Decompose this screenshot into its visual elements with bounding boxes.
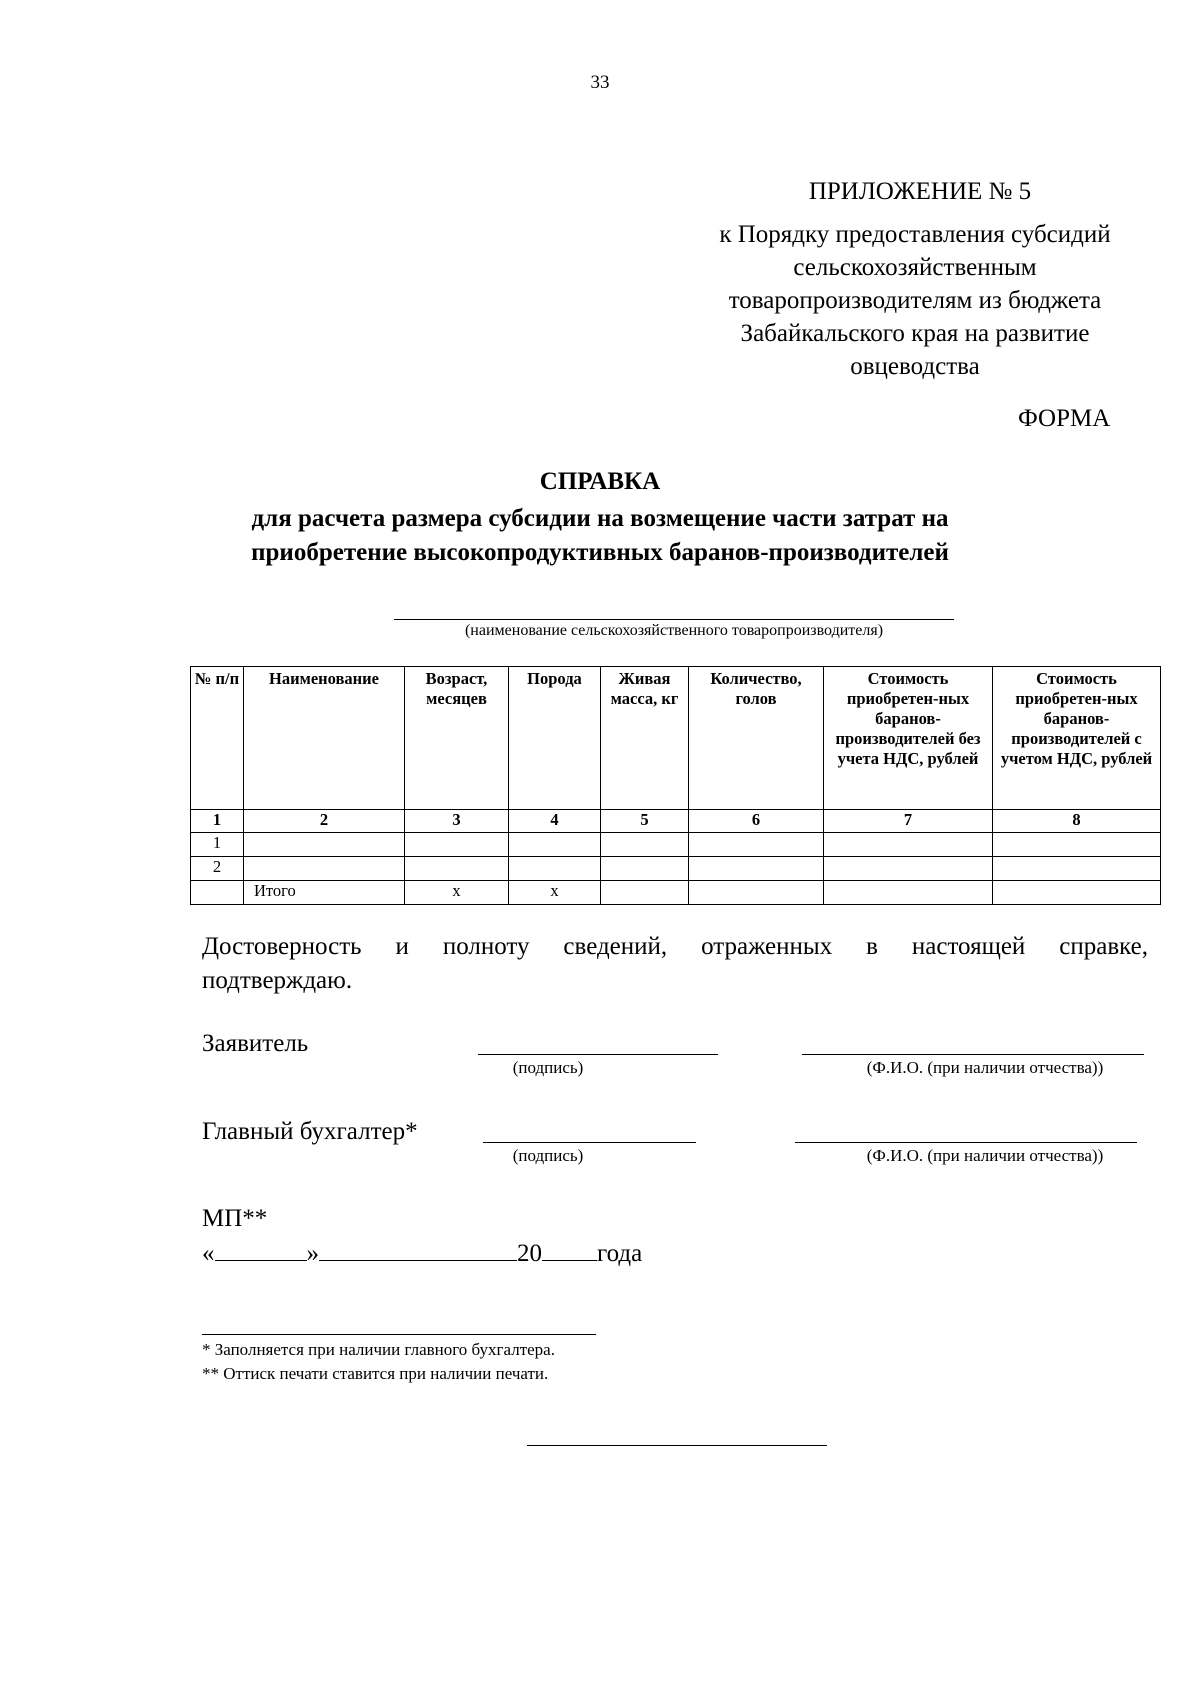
certification-text: Достоверность и полноту сведений, отраженных в настоящей справке, bbox=[202, 933, 1148, 960]
appendix-note-line: овцеводства bbox=[850, 353, 980, 380]
header-number: № п/п bbox=[191, 667, 244, 810]
table-cell[interactable] bbox=[244, 857, 405, 881]
table-cell[interactable] bbox=[405, 857, 509, 881]
table-cell[interactable] bbox=[993, 857, 1161, 881]
document-subtitle-line: для расчета размера субсидии на возмещение части затрат на bbox=[251, 505, 949, 532]
chief-accountant-name-caption: (Ф.И.О. (при наличии отчества)) bbox=[866, 1146, 1104, 1165]
table-cell: х bbox=[509, 881, 601, 905]
document-title: СПРАВКА bbox=[539, 468, 661, 495]
table-row bbox=[191, 833, 1161, 857]
stamp-placeholder: МП** bbox=[202, 1205, 268, 1232]
date-close-quote: » bbox=[306, 1240, 319, 1267]
table-header-row bbox=[191, 667, 1161, 810]
table-cell: 1 bbox=[191, 833, 244, 857]
table-cell[interactable] bbox=[993, 881, 1161, 905]
calculation-table bbox=[190, 666, 1161, 905]
table-cell[interactable] bbox=[601, 833, 689, 857]
end-of-document-line bbox=[527, 1445, 827, 1446]
applicant-name-caption: (Ф.И.О. (при наличии отчества)) bbox=[866, 1058, 1104, 1077]
table-cell[interactable] bbox=[824, 881, 993, 905]
document-subtitle-line: приобретение высокопродуктивных баранов-производителей bbox=[251, 539, 949, 566]
table-cell[interactable] bbox=[509, 857, 601, 881]
column-number: 6 bbox=[689, 810, 824, 833]
footnote-separator bbox=[202, 1334, 596, 1335]
date-century: 20 bbox=[517, 1240, 542, 1267]
header-breed: Порода bbox=[509, 667, 601, 810]
table-cell[interactable] bbox=[689, 857, 824, 881]
appendix-note-line: Забайкальского края на развитие bbox=[740, 320, 1090, 347]
footnote-chief-accountant: * Заполняется при наличии главного бухгалтера. bbox=[202, 1340, 555, 1359]
table-cell[interactable] bbox=[824, 833, 993, 857]
date-year-blank[interactable] bbox=[542, 1238, 597, 1261]
producer-name-field[interactable] bbox=[394, 619, 954, 620]
appendix-note bbox=[650, 218, 1180, 383]
chief-accountant-name-field[interactable] bbox=[795, 1142, 1137, 1143]
appendix-title: ПРИЛОЖЕНИЕ № 5 bbox=[808, 178, 1032, 205]
applicant-signature-field[interactable] bbox=[478, 1054, 718, 1055]
table-cell: 2 bbox=[191, 857, 244, 881]
header-age: Возраст, месяцев bbox=[405, 667, 509, 810]
date-day-blank[interactable] bbox=[215, 1238, 307, 1261]
header-name: Наименование bbox=[244, 667, 405, 810]
column-number: 8 bbox=[993, 810, 1161, 833]
footnote-stamp: ** Оттиск печати ставится при наличии печати. bbox=[202, 1364, 549, 1383]
total-row bbox=[191, 881, 1161, 905]
date-field bbox=[202, 1238, 642, 1268]
header-cost-with-vat: Стоимость приобретен-ных баранов-производителей с учетом НДС, рублей bbox=[993, 667, 1161, 810]
header-quantity: Количество, голов bbox=[689, 667, 824, 810]
document-subtitle bbox=[150, 502, 1050, 570]
applicant-label: Заявитель bbox=[202, 1030, 309, 1057]
header-live-weight: Живая масса, кг bbox=[601, 667, 689, 810]
date-suffix: года bbox=[597, 1240, 643, 1267]
table-cell[interactable] bbox=[601, 881, 689, 905]
date-month-blank[interactable] bbox=[319, 1238, 517, 1261]
column-number: 4 bbox=[509, 810, 601, 833]
table-cell[interactable] bbox=[601, 857, 689, 881]
page-number: 33 bbox=[590, 72, 610, 93]
table-cell[interactable] bbox=[244, 833, 405, 857]
certification-text-end: подтверждаю. bbox=[202, 967, 353, 994]
table-cell[interactable] bbox=[993, 833, 1161, 857]
total-label: Итого bbox=[244, 881, 405, 905]
appendix-note-line: товаропроизводителям из бюджета bbox=[728, 287, 1102, 314]
table-row bbox=[191, 857, 1161, 881]
chief-accountant-signature-field[interactable] bbox=[483, 1142, 696, 1143]
form-label: ФОРМА bbox=[1018, 405, 1111, 432]
chief-accountant-label: Главный бухгалтер* bbox=[202, 1118, 418, 1145]
table-cell[interactable] bbox=[689, 881, 824, 905]
column-number: 2 bbox=[244, 810, 405, 833]
table-cell[interactable] bbox=[689, 833, 824, 857]
header-cost-without-vat: Стоимость приобретен-ных баранов-производителей без учета НДС, рублей bbox=[824, 667, 993, 810]
column-number: 5 bbox=[601, 810, 689, 833]
date-open-quote: « bbox=[202, 1240, 215, 1267]
appendix-note-line: сельскохозяйственным bbox=[793, 254, 1037, 281]
appendix-note-line: к Порядку предоставления субсидий bbox=[719, 221, 1111, 248]
table-cell[interactable] bbox=[509, 833, 601, 857]
column-number: 7 bbox=[824, 810, 993, 833]
applicant-signature-caption: (подпись) bbox=[512, 1058, 584, 1077]
table-cell[interactable] bbox=[405, 833, 509, 857]
producer-name-caption: (наименование сельскохозяйственного товаропроизводителя) bbox=[464, 622, 884, 639]
column-number-row bbox=[191, 810, 1161, 833]
column-number: 1 bbox=[191, 810, 244, 833]
table-cell[interactable] bbox=[824, 857, 993, 881]
table-cell bbox=[191, 881, 244, 905]
applicant-name-field[interactable] bbox=[802, 1054, 1144, 1055]
chief-accountant-signature-caption: (подпись) bbox=[512, 1146, 584, 1165]
column-number: 3 bbox=[405, 810, 509, 833]
table-cell: х bbox=[405, 881, 509, 905]
